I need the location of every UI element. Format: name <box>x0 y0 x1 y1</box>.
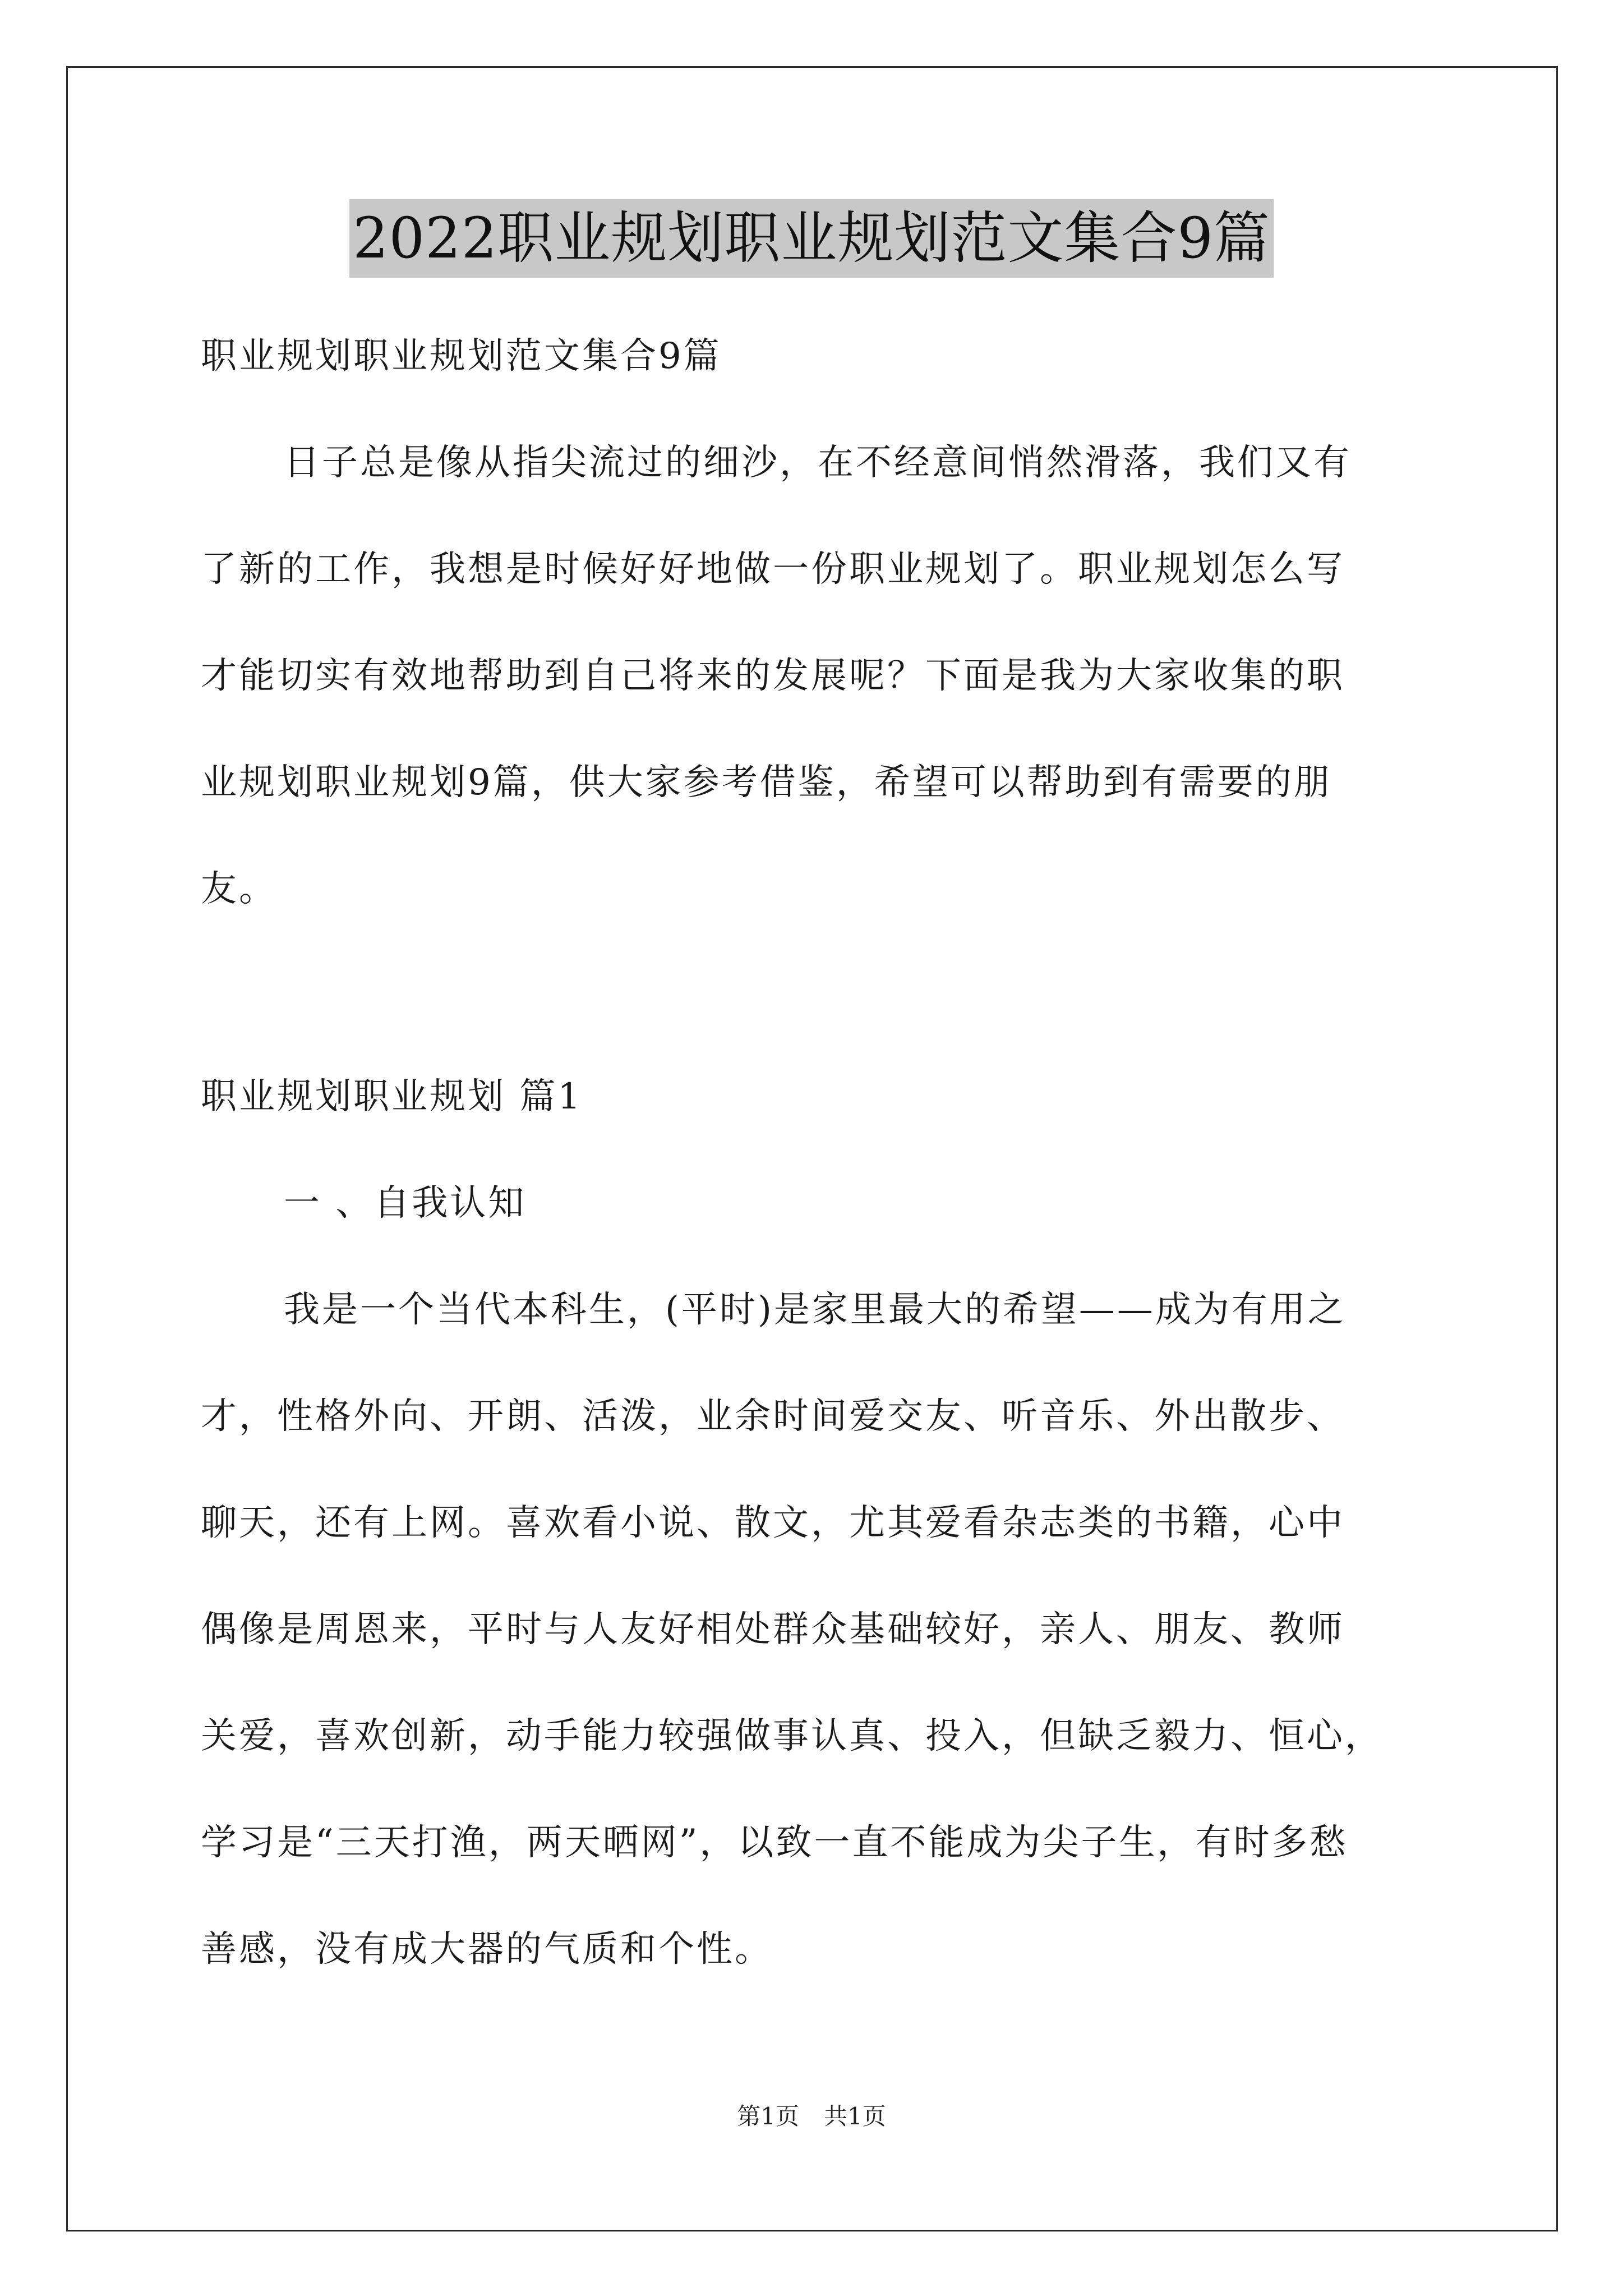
subheading: 一 、自我认知 <box>284 1182 527 1224</box>
intro-line-1: 日子总是像从指尖流过的细沙，在不经意间悄然滑落，我们又有 <box>284 442 1352 484</box>
title-container <box>0 199 1623 278</box>
body-line-5: 关爱，喜欢创新，动手能力较强做事认真、投入，但缺乏毅力、恒心， <box>201 1715 1383 1757</box>
intro-line-3: 才能切实有效地帮助到自己将来的发展呢？下面是我为大家收集的职 <box>201 655 1345 697</box>
section-heading: 职业规划职业规划 篇1 <box>201 1076 583 1117</box>
intro-line-4: 业规划职业规划9篇，供大家参考借鉴，希望可以帮助到有需要的朋 <box>201 762 1332 803</box>
document-title: 2022职业规划职业规划范文集合9篇 <box>349 199 1274 278</box>
intro-line-5: 友。 <box>201 868 277 910</box>
body-line-7: 善感，没有成大器的气质和个性。 <box>201 1929 773 1970</box>
intro-line-2: 了新的工作，我想是时候好好地做一份职业规划了。职业规划怎么写 <box>201 549 1345 590</box>
document-subtitle: 职业规划职业规划范文集合9篇 <box>201 335 722 377</box>
page-number-total: 共1页 <box>824 2102 886 2130</box>
body-line-1: 我是一个当代本科生，(平时)是家里最大的希望——成为有用之 <box>284 1289 1346 1331</box>
body-line-4: 偶像是周恩来，平时与人友好相处群众基础较好，亲人、朋友、教师 <box>201 1609 1345 1650</box>
page-number-current: 第1页 <box>737 2102 799 2130</box>
body-line-2: 才，性格外向、开朗、活泼，业余时间爱交友、听音乐、外出散步、 <box>201 1396 1345 1437</box>
section-spacer <box>201 942 1435 1043</box>
body-line-3: 聊天，还有上网。喜欢看小说、散文，尤其爱看杂志类的书籍，心中 <box>201 1502 1345 1544</box>
document-body <box>201 303 1435 2003</box>
body-line-6: 学习是“三天打渔，两天晒网”，以致一直不能成为尖子生，有时多愁 <box>201 1822 1348 1864</box>
page-footer <box>0 2098 1623 2132</box>
